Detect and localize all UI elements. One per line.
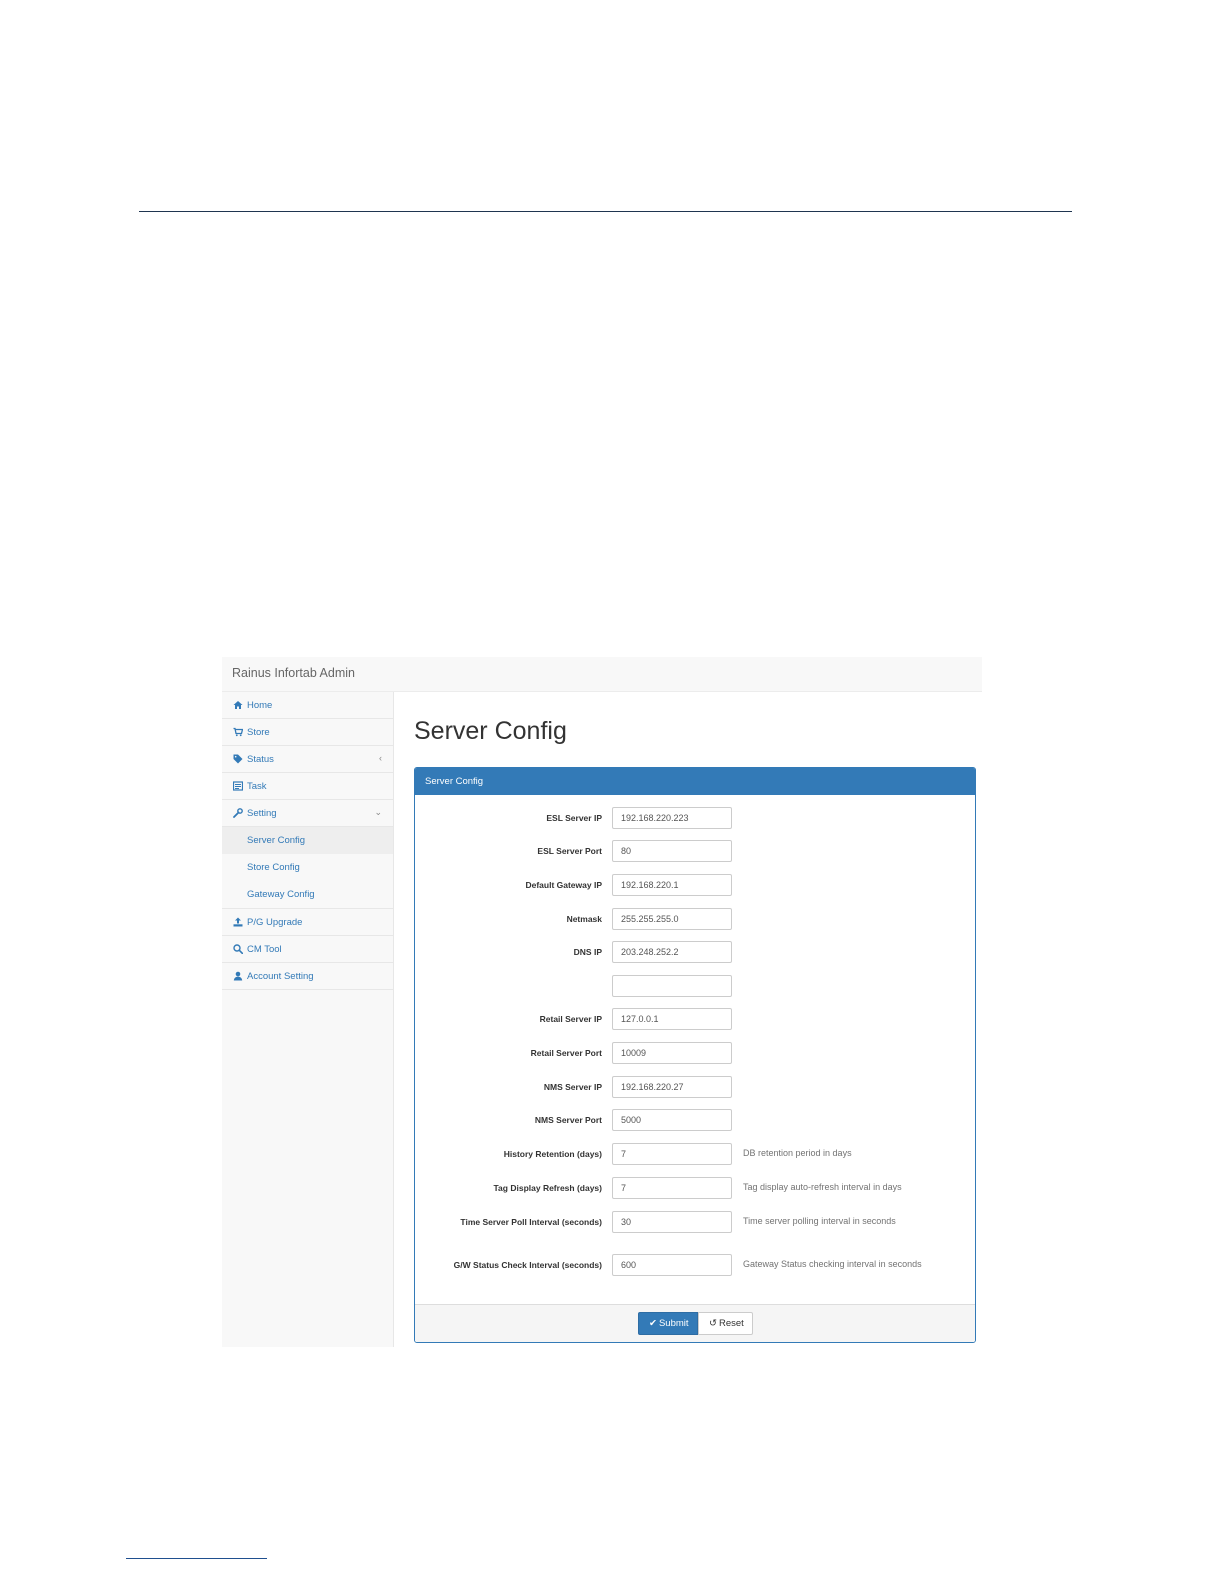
dns-ip-input[interactable] (612, 941, 732, 963)
field-label: Netmask (566, 914, 602, 924)
sidebar-item-status[interactable] (222, 746, 393, 773)
search-icon (233, 944, 243, 954)
sidebar-item-home[interactable] (222, 692, 393, 719)
sidebar-item-task[interactable] (222, 773, 393, 800)
panel-footer (415, 1304, 975, 1342)
dns-ip-secondary-input[interactable] (612, 975, 732, 997)
field-label: Default Gateway IP (525, 880, 602, 890)
sidebar-subitem-gateway-config[interactable]: Gateway Config (247, 889, 315, 900)
nms-server-ip-input[interactable] (612, 1076, 732, 1098)
field-label: NMS Server Port (534, 1115, 602, 1125)
help-text: Gateway Status checking interval in seconds (743, 1259, 922, 1269)
reset-label: Reset (718, 1318, 744, 1329)
upload-icon (233, 917, 243, 927)
setting-submenu (222, 827, 393, 909)
sidebar (222, 692, 394, 1347)
retail-server-port-input[interactable] (612, 1042, 732, 1064)
help-text: Tag display auto-refresh interval in days (743, 1182, 902, 1192)
page-title: Server Config (414, 717, 567, 745)
panel-heading: Server Config (415, 768, 975, 795)
sidebar-subitem-store-config[interactable]: Store Config (247, 862, 300, 873)
retail-server-ip-input[interactable] (612, 1008, 732, 1030)
sidebar-item-label: Store (247, 726, 270, 738)
time-server-poll-interval-input[interactable] (612, 1211, 732, 1233)
field-label: ESL Server IP (546, 813, 602, 823)
field-label: DNS IP (573, 947, 602, 957)
server-config-panel (414, 767, 976, 1343)
sidebar-item-label: Task (247, 780, 267, 792)
sidebar-subitem-server-config[interactable]: Server Config (222, 827, 393, 854)
sidebar-item-label: CM Tool (247, 943, 282, 955)
sidebar-item-label: Account Setting (247, 970, 314, 982)
field-label: Retail Server IP (539, 1014, 602, 1024)
submit-button[interactable] (638, 1312, 698, 1335)
cart-icon (233, 727, 243, 737)
page-top-rule (139, 211, 1072, 212)
field-label: ESL Server Port (537, 846, 602, 856)
field-label: NMS Server IP (543, 1082, 602, 1092)
sidebar-item-label: Home (247, 699, 273, 711)
help-text: DB retention period in days (743, 1148, 852, 1158)
default-gateway-ip-input[interactable] (612, 874, 732, 896)
sidebar-item-setting[interactable] (222, 800, 393, 827)
field-label: Tag Display Refresh (days) (493, 1183, 602, 1193)
chevron-down-icon[interactable]: ⌄ (374, 807, 382, 817)
field-label: Time Server Poll Interval (seconds) (460, 1217, 602, 1227)
sidebar-item-pg-upgrade[interactable] (222, 909, 393, 936)
netmask-input[interactable] (612, 908, 732, 930)
app-brand[interactable]: Rainus Infortab Admin (232, 666, 355, 680)
check-icon: ✔ (649, 1318, 657, 1329)
top-navbar (222, 657, 982, 692)
gw-status-check-interval-input[interactable] (612, 1254, 732, 1276)
field-label: History Retention (days) (503, 1149, 602, 1159)
reset-button[interactable] (698, 1312, 753, 1335)
sidebar-item-label: Setting (247, 807, 277, 819)
admin-screenshot (222, 657, 982, 1347)
chevron-left-icon[interactable]: ‹ (379, 753, 382, 763)
home-icon (233, 700, 243, 710)
sidebar-item-cm-tool[interactable] (222, 936, 393, 963)
tags-icon (233, 754, 243, 764)
submit-label: Submit (658, 1318, 689, 1329)
sidebar-item-store[interactable] (222, 719, 393, 746)
tag-display-refresh-input[interactable] (612, 1177, 732, 1199)
sidebar-item-label: P/G Upgrade (247, 916, 303, 928)
sidebar-item-label: Status (247, 753, 274, 765)
field-label: G/W Status Check Interval (seconds) (453, 1260, 602, 1270)
help-text: Time server polling interval in seconds (743, 1216, 896, 1226)
undo-icon: ↺ (709, 1318, 717, 1329)
esl-server-port-input[interactable] (612, 840, 732, 862)
field-label: Retail Server Port (530, 1048, 602, 1058)
sidebar-item-account-setting[interactable] (222, 963, 393, 990)
esl-server-ip-input[interactable] (612, 807, 732, 829)
history-retention-input[interactable] (612, 1143, 732, 1165)
user-icon (233, 971, 243, 981)
list-icon (233, 781, 243, 791)
footnote-rule (126, 1558, 267, 1559)
wrench-icon (233, 808, 243, 818)
nms-server-port-input[interactable] (612, 1109, 732, 1131)
